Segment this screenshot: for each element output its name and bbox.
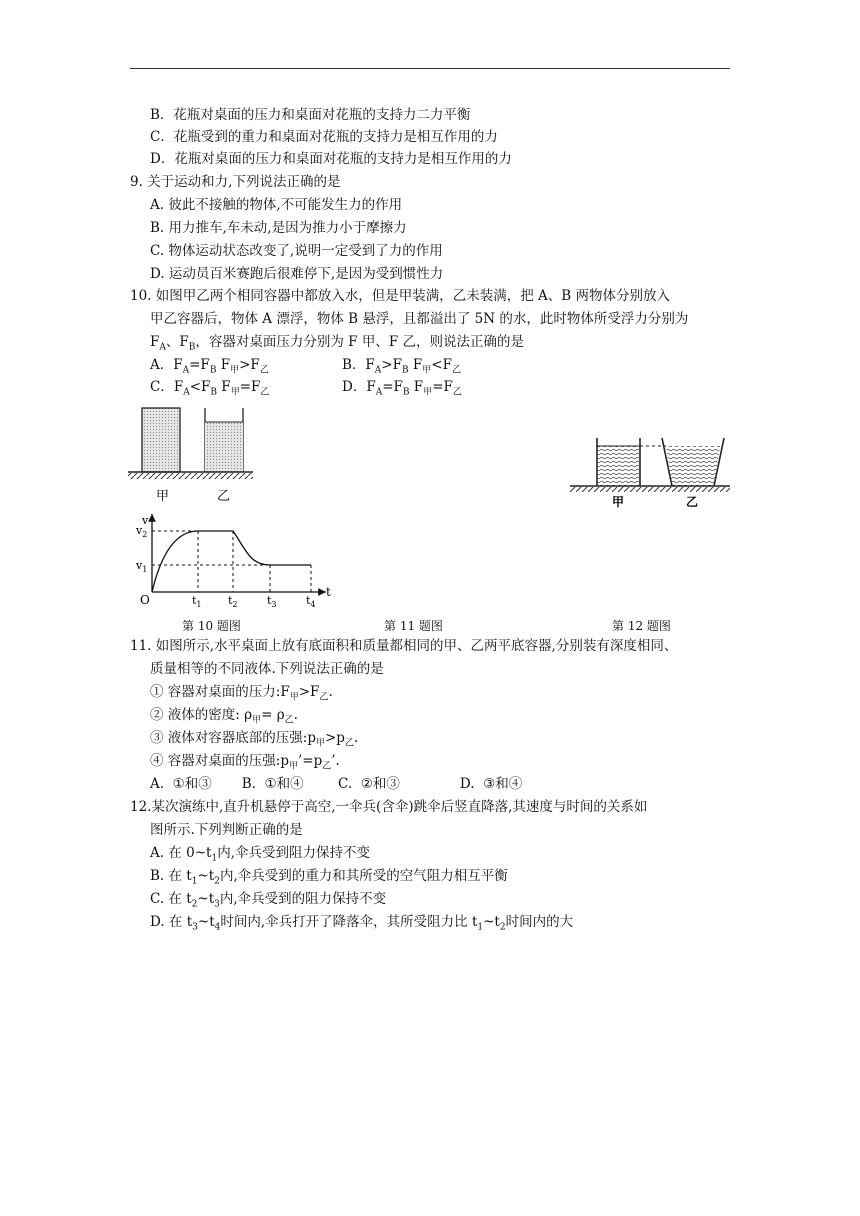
q9-option-a: A. 彼此不接触的物体,不可能发生力的作用 xyxy=(150,197,403,213)
q11-item-2: ② 液体的密度: $\rho_甲= \rho_乙$. xyxy=(150,707,298,726)
velocity-curve xyxy=(152,531,311,592)
q8-option-d: D．花瓶对桌面的压力和桌面对花瓶的支持力是相互作用的力 xyxy=(150,151,512,167)
q12-option-b: B. 在 $t_1\sim t_2$内,伞兵受到的重力和其所受的空气阻力相互平衡 xyxy=(150,868,508,887)
liquid-yi xyxy=(666,446,720,486)
origin-label: O xyxy=(140,593,150,607)
q10-option-a: A．$F_A=F_B$ $F_甲>F_乙$ xyxy=(150,357,269,376)
t2-label: $t_2$ xyxy=(228,594,238,609)
q12-option-d: D. 在 $t_3\sim t_4$时间内,伞兵打开了降落伞，其所受阻力比 $t_1\sim t_2$时间内的大 xyxy=(150,914,574,933)
label-yi: 乙 xyxy=(686,495,699,509)
q10-option-b: B．$F_A>F_B$ $F_甲<F_乙$ xyxy=(342,357,461,376)
figure-12-containers xyxy=(570,432,730,510)
v1-label: $v_1$ xyxy=(136,559,148,574)
figure-10-containers xyxy=(128,404,253,509)
q10-option-c: C．$F_A<F_B$ $F_甲=F_乙$ xyxy=(150,379,270,398)
caption-fig12: 第 12 题图 xyxy=(612,619,671,633)
q11-item-1: ① 容器对桌面的压力$:F_甲>F_乙$. xyxy=(150,684,333,703)
y-axis-label: v xyxy=(142,514,149,527)
q9-option-d: D. 运动员百米赛跑后很难停下,是因为受到惯性力 xyxy=(150,266,444,282)
q11-item-3: ③ 液体对容器底部的压强$:p_甲>p_乙$. xyxy=(150,730,359,749)
t4-label: $t_4$ xyxy=(306,594,316,609)
header-rule xyxy=(130,68,730,69)
x-axis-label: t xyxy=(326,585,331,599)
q10-stem-line1: 10. 如图甲乙两个相同容器中都放入水，但是甲装满，乙未装满，把 A、B 两物体分别放入 xyxy=(130,288,671,304)
q9-stem: 9. 关于运动和力,下列说法正确的是 xyxy=(130,174,341,190)
caption-fig11: 第 11 题图 xyxy=(384,619,443,633)
label-jia: 甲 xyxy=(156,489,170,504)
t1-label: $t_1$ xyxy=(192,594,202,609)
label-yi: 乙 xyxy=(217,489,231,504)
q10-option-d: D．$F_A=F_B$ $F_甲=F_乙$ xyxy=(342,379,462,398)
t3-label: $t_3$ xyxy=(267,594,277,609)
v2-label: $v_2$ xyxy=(136,524,148,539)
q11-stem-line2: 质量相等的不同液体.下列说法正确的是 xyxy=(150,661,384,677)
q8-option-b: B．花瓶对桌面的压力和桌面对花瓶的支持力二力平衡 xyxy=(150,107,471,123)
q12-option-a: A. 在 $0\sim t_1$内,伞兵受到阻力保持不变 xyxy=(150,845,370,864)
q10-stem-line2: 甲乙容器后，物体 A 漂浮，物体 B 悬浮，且都溢出了 5N 的水，此时物体所受浮力分别为 xyxy=(150,311,689,327)
q12-stem-line1: 12.某次演练中,直升机悬停于高空,一伞兵(含伞)跳伞后竖直降落,其速度与时间的关系如 xyxy=(130,799,648,815)
q11-stem-line1: 11. 如图所示,水平桌面上放有底面积和质量都相同的甲、乙两平底容器,分别装有深度相同、 xyxy=(130,638,678,654)
q11-item-4: ④ 容器对桌面的压强$:p_甲’=p_乙$’. xyxy=(150,753,340,772)
full-container-jia xyxy=(142,408,180,472)
q12-option-c: C. 在 $t_2\sim t_3$内,伞兵受到的阻力保持不变 xyxy=(150,891,387,910)
q9-option-c: C. 物体运动状态改变了,说明一定受到了力的作用 xyxy=(150,243,443,259)
caption-fig10: 第 10 题图 xyxy=(182,619,241,633)
q12-stem-line2: 图所示.下列判断正确的是 xyxy=(150,822,303,838)
figure-11-velocity-time-graph xyxy=(128,510,338,610)
q9-option-b: B. 用力推车,车未动,是因为推力小于摩擦力 xyxy=(150,220,407,236)
label-jia: 甲 xyxy=(612,495,625,509)
q11-options: A. ①和③ B. ①和④ C. ②和③ D. ③和④ xyxy=(150,776,523,792)
q10-stem-line3: $F_A$、$F_B$，容器对桌面压力分别为 F 甲、F 乙，则说法正确的是 xyxy=(150,334,524,353)
q8-option-c: C．花瓶受到的重力和桌面对花瓶的支持力是相互作用的力 xyxy=(150,129,498,145)
partial-water-yi xyxy=(205,422,243,472)
liquid-jia xyxy=(598,446,639,486)
